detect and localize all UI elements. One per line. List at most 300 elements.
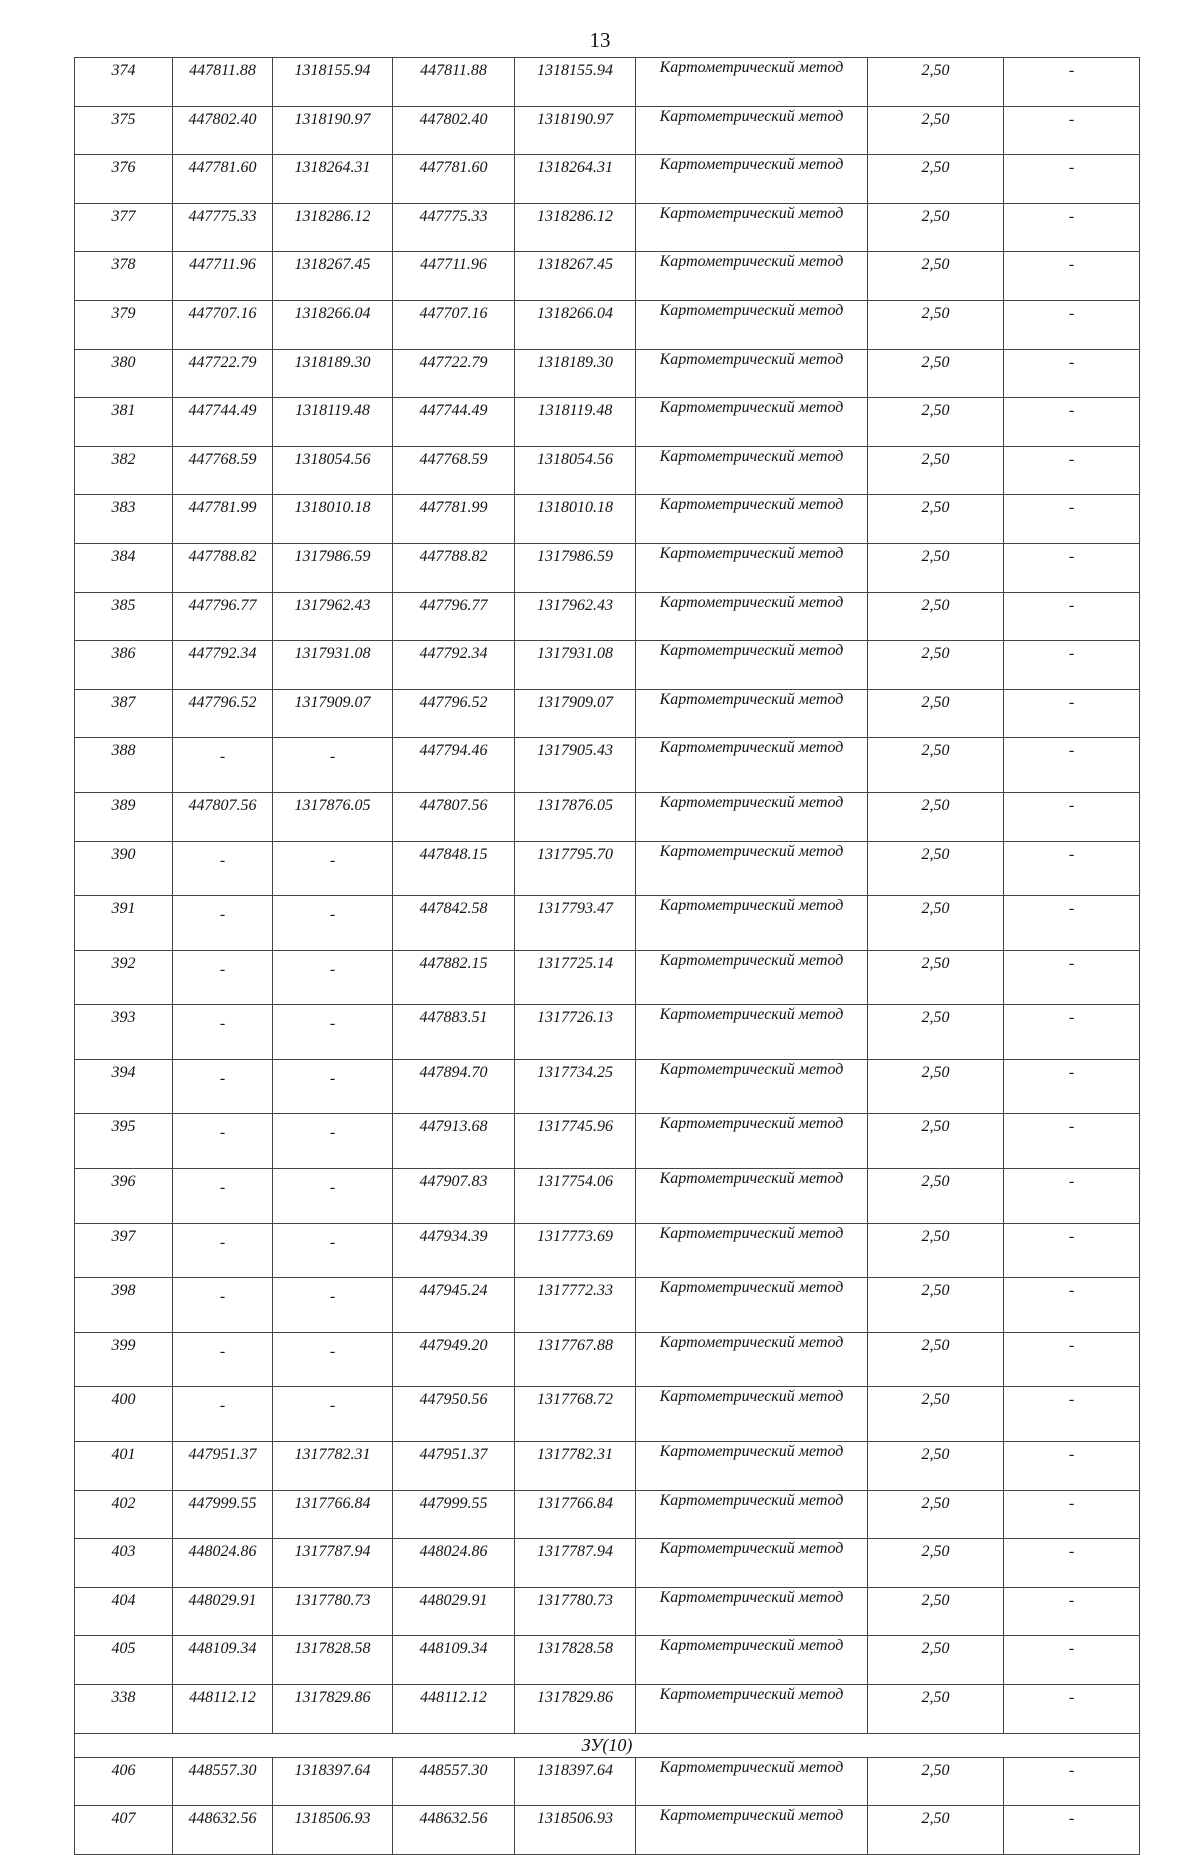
old-y-cell: 1317876.05 xyxy=(273,792,393,841)
method-cell: Картометрический метод xyxy=(636,398,868,447)
point-number-cell: 405 xyxy=(75,1636,173,1685)
note-cell: - xyxy=(1004,689,1140,738)
new-x-cell: 447788.82 xyxy=(393,543,515,592)
new-x-cell: 447842.58 xyxy=(393,896,515,951)
old-y-cell: 1318506.93 xyxy=(273,1806,393,1855)
new-x-cell: 447949.20 xyxy=(393,1332,515,1387)
new-x-cell: 447848.15 xyxy=(393,841,515,896)
method-cell: Картометрический метод xyxy=(636,106,868,155)
accuracy-cell: 2,50 xyxy=(868,689,1004,738)
table-row xyxy=(75,792,1140,841)
old-y-cell: 1318397.64 xyxy=(273,1757,393,1806)
note-cell: - xyxy=(1004,1587,1140,1636)
accuracy-cell: 2,50 xyxy=(868,1442,1004,1491)
table-row xyxy=(75,841,1140,896)
point-number-cell: 391 xyxy=(75,896,173,951)
method-cell: Картометрический метод xyxy=(636,1059,868,1114)
point-number-cell: 389 xyxy=(75,792,173,841)
accuracy-cell: 2,50 xyxy=(868,252,1004,301)
method-cell: Картометрический метод xyxy=(636,896,868,951)
method-cell: Картометрический метод xyxy=(636,300,868,349)
accuracy-cell: 2,50 xyxy=(868,1806,1004,1855)
note-cell: - xyxy=(1004,203,1140,252)
old-y-cell: 1317986.59 xyxy=(273,543,393,592)
accuracy-cell: 2,50 xyxy=(868,792,1004,841)
point-number-cell: 395 xyxy=(75,1114,173,1169)
table-row xyxy=(75,495,1140,544)
point-number-cell: 338 xyxy=(75,1685,173,1734)
new-x-cell: 447722.79 xyxy=(393,349,515,398)
point-number-cell: 402 xyxy=(75,1490,173,1539)
point-number-cell: 392 xyxy=(75,950,173,1005)
table-row xyxy=(75,1806,1140,1855)
note-cell: - xyxy=(1004,1685,1140,1734)
new-x-cell: 447711.96 xyxy=(393,252,515,301)
new-x-cell: 448632.56 xyxy=(393,1806,515,1855)
old-y-cell: 1317782.31 xyxy=(273,1442,393,1491)
new-x-cell: 447707.16 xyxy=(393,300,515,349)
accuracy-cell: 2,50 xyxy=(868,1059,1004,1114)
accuracy-cell: 2,50 xyxy=(868,1278,1004,1333)
new-y-cell: 1317986.59 xyxy=(515,543,636,592)
new-y-cell: 1318264.31 xyxy=(515,155,636,204)
note-cell: - xyxy=(1004,641,1140,690)
old-x-cell: 447999.55 xyxy=(173,1490,273,1539)
old-x-cell: - xyxy=(173,738,273,793)
table-row xyxy=(75,106,1140,155)
old-y-cell: - xyxy=(273,1223,393,1278)
note-cell: - xyxy=(1004,398,1140,447)
point-number-cell: 404 xyxy=(75,1587,173,1636)
new-x-cell: 447794.46 xyxy=(393,738,515,793)
method-cell: Картометрический метод xyxy=(636,1114,868,1169)
note-cell: - xyxy=(1004,1757,1140,1806)
old-y-cell: - xyxy=(273,1169,393,1224)
method-cell: Картометрический метод xyxy=(636,738,868,793)
accuracy-cell: 2,50 xyxy=(868,543,1004,592)
point-number-cell: 383 xyxy=(75,495,173,544)
table-row xyxy=(75,738,1140,793)
point-number-cell: 401 xyxy=(75,1442,173,1491)
new-y-cell: 1318119.48 xyxy=(515,398,636,447)
old-x-cell: 447781.60 xyxy=(173,155,273,204)
table-row xyxy=(75,950,1140,1005)
accuracy-cell: 2,50 xyxy=(868,1387,1004,1442)
old-x-cell: - xyxy=(173,950,273,1005)
new-y-cell: 1317734.25 xyxy=(515,1059,636,1114)
new-y-cell: 1317931.08 xyxy=(515,641,636,690)
new-x-cell: 447775.33 xyxy=(393,203,515,252)
old-y-cell: - xyxy=(273,1387,393,1442)
new-y-cell: 1317745.96 xyxy=(515,1114,636,1169)
old-x-cell: 447722.79 xyxy=(173,349,273,398)
old-y-cell: 1318267.45 xyxy=(273,252,393,301)
new-x-cell: 447950.56 xyxy=(393,1387,515,1442)
new-y-cell: 1317787.94 xyxy=(515,1539,636,1588)
new-y-cell: 1317725.14 xyxy=(515,950,636,1005)
method-cell: Картометрический метод xyxy=(636,446,868,495)
old-y-cell: - xyxy=(273,738,393,793)
method-cell: Картометрический метод xyxy=(636,1332,868,1387)
method-cell: Картометрический метод xyxy=(636,1223,868,1278)
accuracy-cell: 2,50 xyxy=(868,841,1004,896)
new-y-cell: 1317795.70 xyxy=(515,841,636,896)
table-row xyxy=(75,58,1140,107)
point-number-cell: 390 xyxy=(75,841,173,896)
note-cell: - xyxy=(1004,1636,1140,1685)
new-x-cell: 448557.30 xyxy=(393,1757,515,1806)
note-cell: - xyxy=(1004,106,1140,155)
page-number: 13 xyxy=(589,28,611,52)
old-x-cell: - xyxy=(173,1278,273,1333)
note-cell: - xyxy=(1004,1059,1140,1114)
method-cell: Картометрический метод xyxy=(636,1005,868,1060)
table-row xyxy=(75,1757,1140,1806)
table-row xyxy=(75,1223,1140,1278)
new-y-cell: 1318397.64 xyxy=(515,1757,636,1806)
point-number-cell: 397 xyxy=(75,1223,173,1278)
old-x-cell: - xyxy=(173,1387,273,1442)
method-cell: Картометрический метод xyxy=(636,689,868,738)
table-row xyxy=(75,398,1140,447)
point-number-cell: 378 xyxy=(75,252,173,301)
table-row xyxy=(75,689,1140,738)
new-y-cell: 1317876.05 xyxy=(515,792,636,841)
accuracy-cell: 2,50 xyxy=(868,1636,1004,1685)
new-x-cell: 447781.99 xyxy=(393,495,515,544)
accuracy-cell: 2,50 xyxy=(868,1169,1004,1224)
new-x-cell: 447894.70 xyxy=(393,1059,515,1114)
point-number-cell: 398 xyxy=(75,1278,173,1333)
old-y-cell: 1318119.48 xyxy=(273,398,393,447)
new-x-cell: 447811.88 xyxy=(393,58,515,107)
old-y-cell: - xyxy=(273,1114,393,1169)
point-number-cell: 394 xyxy=(75,1059,173,1114)
table-row xyxy=(75,1278,1140,1333)
old-x-cell: 447788.82 xyxy=(173,543,273,592)
table-row xyxy=(75,446,1140,495)
accuracy-cell: 2,50 xyxy=(868,58,1004,107)
note-cell: - xyxy=(1004,252,1140,301)
method-cell: Картометрический метод xyxy=(636,1442,868,1491)
new-y-cell: 1317780.73 xyxy=(515,1587,636,1636)
new-y-cell: 1318189.30 xyxy=(515,349,636,398)
accuracy-cell: 2,50 xyxy=(868,1587,1004,1636)
method-cell: Картометрический метод xyxy=(636,841,868,896)
note-cell: - xyxy=(1004,592,1140,641)
method-cell: Картометрический метод xyxy=(636,1387,868,1442)
table-row xyxy=(75,252,1140,301)
point-number-cell: 382 xyxy=(75,446,173,495)
old-y-cell: - xyxy=(273,896,393,951)
table-row xyxy=(75,1636,1140,1685)
new-x-cell: 448112.12 xyxy=(393,1685,515,1734)
old-x-cell: - xyxy=(173,1223,273,1278)
method-cell: Картометрический метод xyxy=(636,1587,868,1636)
method-cell: Картометрический метод xyxy=(636,58,868,107)
method-cell: Картометрический метод xyxy=(636,1636,868,1685)
accuracy-cell: 2,50 xyxy=(868,641,1004,690)
old-x-cell: 447802.40 xyxy=(173,106,273,155)
old-x-cell: 448557.30 xyxy=(173,1757,273,1806)
old-y-cell: 1318155.94 xyxy=(273,58,393,107)
table-row xyxy=(75,896,1140,951)
point-number-cell: 393 xyxy=(75,1005,173,1060)
method-cell: Картометрический метод xyxy=(636,1685,868,1734)
old-x-cell: 447796.52 xyxy=(173,689,273,738)
new-x-cell: 447934.39 xyxy=(393,1223,515,1278)
point-number-cell: 375 xyxy=(75,106,173,155)
note-cell: - xyxy=(1004,841,1140,896)
accuracy-cell: 2,50 xyxy=(868,349,1004,398)
note-cell: - xyxy=(1004,1278,1140,1333)
accuracy-cell: 2,50 xyxy=(868,106,1004,155)
old-x-cell: 447781.99 xyxy=(173,495,273,544)
new-y-cell: 1318266.04 xyxy=(515,300,636,349)
accuracy-cell: 2,50 xyxy=(868,495,1004,544)
accuracy-cell: 2,50 xyxy=(868,155,1004,204)
old-y-cell: 1318266.04 xyxy=(273,300,393,349)
point-number-cell: 376 xyxy=(75,155,173,204)
new-x-cell: 447951.37 xyxy=(393,1442,515,1491)
new-x-cell: 447744.49 xyxy=(393,398,515,447)
method-cell: Картометрический метод xyxy=(636,1757,868,1806)
accuracy-cell: 2,50 xyxy=(868,398,1004,447)
note-cell: - xyxy=(1004,155,1140,204)
note-cell: - xyxy=(1004,1806,1140,1855)
accuracy-cell: 2,50 xyxy=(868,1685,1004,1734)
new-y-cell: 1317828.58 xyxy=(515,1636,636,1685)
method-cell: Картометрический метод xyxy=(636,252,868,301)
note-cell: - xyxy=(1004,1332,1140,1387)
note-cell: - xyxy=(1004,543,1140,592)
point-number-cell: 380 xyxy=(75,349,173,398)
point-number-cell: 396 xyxy=(75,1169,173,1224)
old-y-cell: 1317931.08 xyxy=(273,641,393,690)
old-x-cell: 447768.59 xyxy=(173,446,273,495)
table-row xyxy=(75,543,1140,592)
method-cell: Картометрический метод xyxy=(636,1490,868,1539)
point-number-cell: 387 xyxy=(75,689,173,738)
note-cell: - xyxy=(1004,738,1140,793)
note-cell: - xyxy=(1004,950,1140,1005)
new-y-cell: 1317829.86 xyxy=(515,1685,636,1734)
section-header-row xyxy=(75,1733,1140,1757)
old-x-cell: - xyxy=(173,1332,273,1387)
old-x-cell: 447744.49 xyxy=(173,398,273,447)
accuracy-cell: 2,50 xyxy=(868,1114,1004,1169)
note-cell: - xyxy=(1004,896,1140,951)
accuracy-cell: 2,50 xyxy=(868,1223,1004,1278)
new-x-cell: 447945.24 xyxy=(393,1278,515,1333)
new-x-cell: 448024.86 xyxy=(393,1539,515,1588)
note-cell: - xyxy=(1004,58,1140,107)
old-x-cell: 447775.33 xyxy=(173,203,273,252)
table-row xyxy=(75,1059,1140,1114)
old-x-cell: 447811.88 xyxy=(173,58,273,107)
point-number-cell: 407 xyxy=(75,1806,173,1855)
method-cell: Картометрический метод xyxy=(636,495,868,544)
new-x-cell: 447882.15 xyxy=(393,950,515,1005)
table-row xyxy=(75,1442,1140,1491)
old-x-cell: - xyxy=(173,1169,273,1224)
table-row xyxy=(75,1005,1140,1060)
new-x-cell: 447883.51 xyxy=(393,1005,515,1060)
new-x-cell: 448029.91 xyxy=(393,1587,515,1636)
new-x-cell: 447796.52 xyxy=(393,689,515,738)
method-cell: Картометрический метод xyxy=(636,792,868,841)
old-y-cell: - xyxy=(273,1059,393,1114)
old-y-cell: 1317962.43 xyxy=(273,592,393,641)
note-cell: - xyxy=(1004,1539,1140,1588)
table-row xyxy=(75,349,1140,398)
note-cell: - xyxy=(1004,1387,1140,1442)
new-x-cell: 447796.77 xyxy=(393,592,515,641)
method-cell: Картометрический метод xyxy=(636,1806,868,1855)
table-body xyxy=(75,58,1140,1855)
point-number-cell: 386 xyxy=(75,641,173,690)
old-y-cell: - xyxy=(273,1332,393,1387)
point-number-cell: 381 xyxy=(75,398,173,447)
old-y-cell: 1317780.73 xyxy=(273,1587,393,1636)
old-x-cell: 447707.16 xyxy=(173,300,273,349)
method-cell: Картометрический метод xyxy=(636,155,868,204)
table-row xyxy=(75,1332,1140,1387)
note-cell: - xyxy=(1004,1114,1140,1169)
accuracy-cell: 2,50 xyxy=(868,1757,1004,1806)
point-number-cell: 388 xyxy=(75,738,173,793)
old-y-cell: 1318264.31 xyxy=(273,155,393,204)
point-number-cell: 385 xyxy=(75,592,173,641)
old-y-cell: 1318054.56 xyxy=(273,446,393,495)
old-x-cell: 448029.91 xyxy=(173,1587,273,1636)
table-row xyxy=(75,1169,1140,1224)
new-y-cell: 1317754.06 xyxy=(515,1169,636,1224)
old-y-cell: 1317766.84 xyxy=(273,1490,393,1539)
note-cell: - xyxy=(1004,1442,1140,1491)
section-label: ЗУ(10) xyxy=(75,1733,1140,1757)
point-number-cell: 377 xyxy=(75,203,173,252)
method-cell: Картометрический метод xyxy=(636,349,868,398)
accuracy-cell: 2,50 xyxy=(868,1332,1004,1387)
method-cell: Картометрический метод xyxy=(636,203,868,252)
note-cell: - xyxy=(1004,495,1140,544)
new-y-cell: 1317772.33 xyxy=(515,1278,636,1333)
accuracy-cell: 2,50 xyxy=(868,896,1004,951)
new-y-cell: 1317782.31 xyxy=(515,1442,636,1491)
new-y-cell: 1317726.13 xyxy=(515,1005,636,1060)
old-y-cell: 1317787.94 xyxy=(273,1539,393,1588)
old-x-cell: 447792.34 xyxy=(173,641,273,690)
new-y-cell: 1318054.56 xyxy=(515,446,636,495)
new-y-cell: 1317766.84 xyxy=(515,1490,636,1539)
table-row xyxy=(75,1685,1140,1734)
table-row xyxy=(75,592,1140,641)
accuracy-cell: 2,50 xyxy=(868,1005,1004,1060)
new-y-cell: 1317905.43 xyxy=(515,738,636,793)
accuracy-cell: 2,50 xyxy=(868,300,1004,349)
table-row xyxy=(75,155,1140,204)
new-x-cell: 447999.55 xyxy=(393,1490,515,1539)
old-y-cell: - xyxy=(273,950,393,1005)
note-cell: - xyxy=(1004,349,1140,398)
old-x-cell: 448109.34 xyxy=(173,1636,273,1685)
old-x-cell: 447807.56 xyxy=(173,792,273,841)
old-x-cell: - xyxy=(173,841,273,896)
new-y-cell: 1317962.43 xyxy=(515,592,636,641)
point-number-cell: 384 xyxy=(75,543,173,592)
new-y-cell: 1318267.45 xyxy=(515,252,636,301)
old-y-cell: - xyxy=(273,1005,393,1060)
new-x-cell: 448109.34 xyxy=(393,1636,515,1685)
new-x-cell: 447907.83 xyxy=(393,1169,515,1224)
old-y-cell: - xyxy=(273,1278,393,1333)
new-x-cell: 447807.56 xyxy=(393,792,515,841)
table-row xyxy=(75,1587,1140,1636)
new-y-cell: 1318155.94 xyxy=(515,58,636,107)
new-y-cell: 1317793.47 xyxy=(515,896,636,951)
old-y-cell: 1317909.07 xyxy=(273,689,393,738)
method-cell: Картометрический метод xyxy=(636,1169,868,1224)
accuracy-cell: 2,50 xyxy=(868,1490,1004,1539)
note-cell: - xyxy=(1004,1490,1140,1539)
old-y-cell: 1318286.12 xyxy=(273,203,393,252)
old-y-cell: 1318190.97 xyxy=(273,106,393,155)
accuracy-cell: 2,50 xyxy=(868,950,1004,1005)
old-x-cell: - xyxy=(173,1059,273,1114)
old-x-cell: 447951.37 xyxy=(173,1442,273,1491)
new-x-cell: 447781.60 xyxy=(393,155,515,204)
old-x-cell: 448112.12 xyxy=(173,1685,273,1734)
method-cell: Картометрический метод xyxy=(636,950,868,1005)
accuracy-cell: 2,50 xyxy=(868,738,1004,793)
new-y-cell: 1318506.93 xyxy=(515,1806,636,1855)
note-cell: - xyxy=(1004,300,1140,349)
method-cell: Картометрический метод xyxy=(636,592,868,641)
point-number-cell: 399 xyxy=(75,1332,173,1387)
note-cell: - xyxy=(1004,1223,1140,1278)
old-x-cell: - xyxy=(173,1114,273,1169)
accuracy-cell: 2,50 xyxy=(868,203,1004,252)
point-number-cell: 403 xyxy=(75,1539,173,1588)
table-row xyxy=(75,300,1140,349)
table-row xyxy=(75,641,1140,690)
new-x-cell: 447913.68 xyxy=(393,1114,515,1169)
table-row xyxy=(75,1539,1140,1588)
new-y-cell: 1318190.97 xyxy=(515,106,636,155)
table-row xyxy=(75,1387,1140,1442)
method-cell: Картометрический метод xyxy=(636,1539,868,1588)
old-y-cell: 1317828.58 xyxy=(273,1636,393,1685)
new-y-cell: 1317909.07 xyxy=(515,689,636,738)
old-x-cell: - xyxy=(173,1005,273,1060)
note-cell: - xyxy=(1004,1005,1140,1060)
table-row xyxy=(75,1114,1140,1169)
point-number-cell: 400 xyxy=(75,1387,173,1442)
new-x-cell: 447792.34 xyxy=(393,641,515,690)
new-x-cell: 447768.59 xyxy=(393,446,515,495)
old-x-cell: 447796.77 xyxy=(173,592,273,641)
new-x-cell: 447802.40 xyxy=(393,106,515,155)
point-number-cell: 374 xyxy=(75,58,173,107)
old-x-cell: 448024.86 xyxy=(173,1539,273,1588)
accuracy-cell: 2,50 xyxy=(868,446,1004,495)
old-y-cell: 1317829.86 xyxy=(273,1685,393,1734)
note-cell: - xyxy=(1004,1169,1140,1224)
note-cell: - xyxy=(1004,792,1140,841)
method-cell: Картометрический метод xyxy=(636,543,868,592)
accuracy-cell: 2,50 xyxy=(868,592,1004,641)
